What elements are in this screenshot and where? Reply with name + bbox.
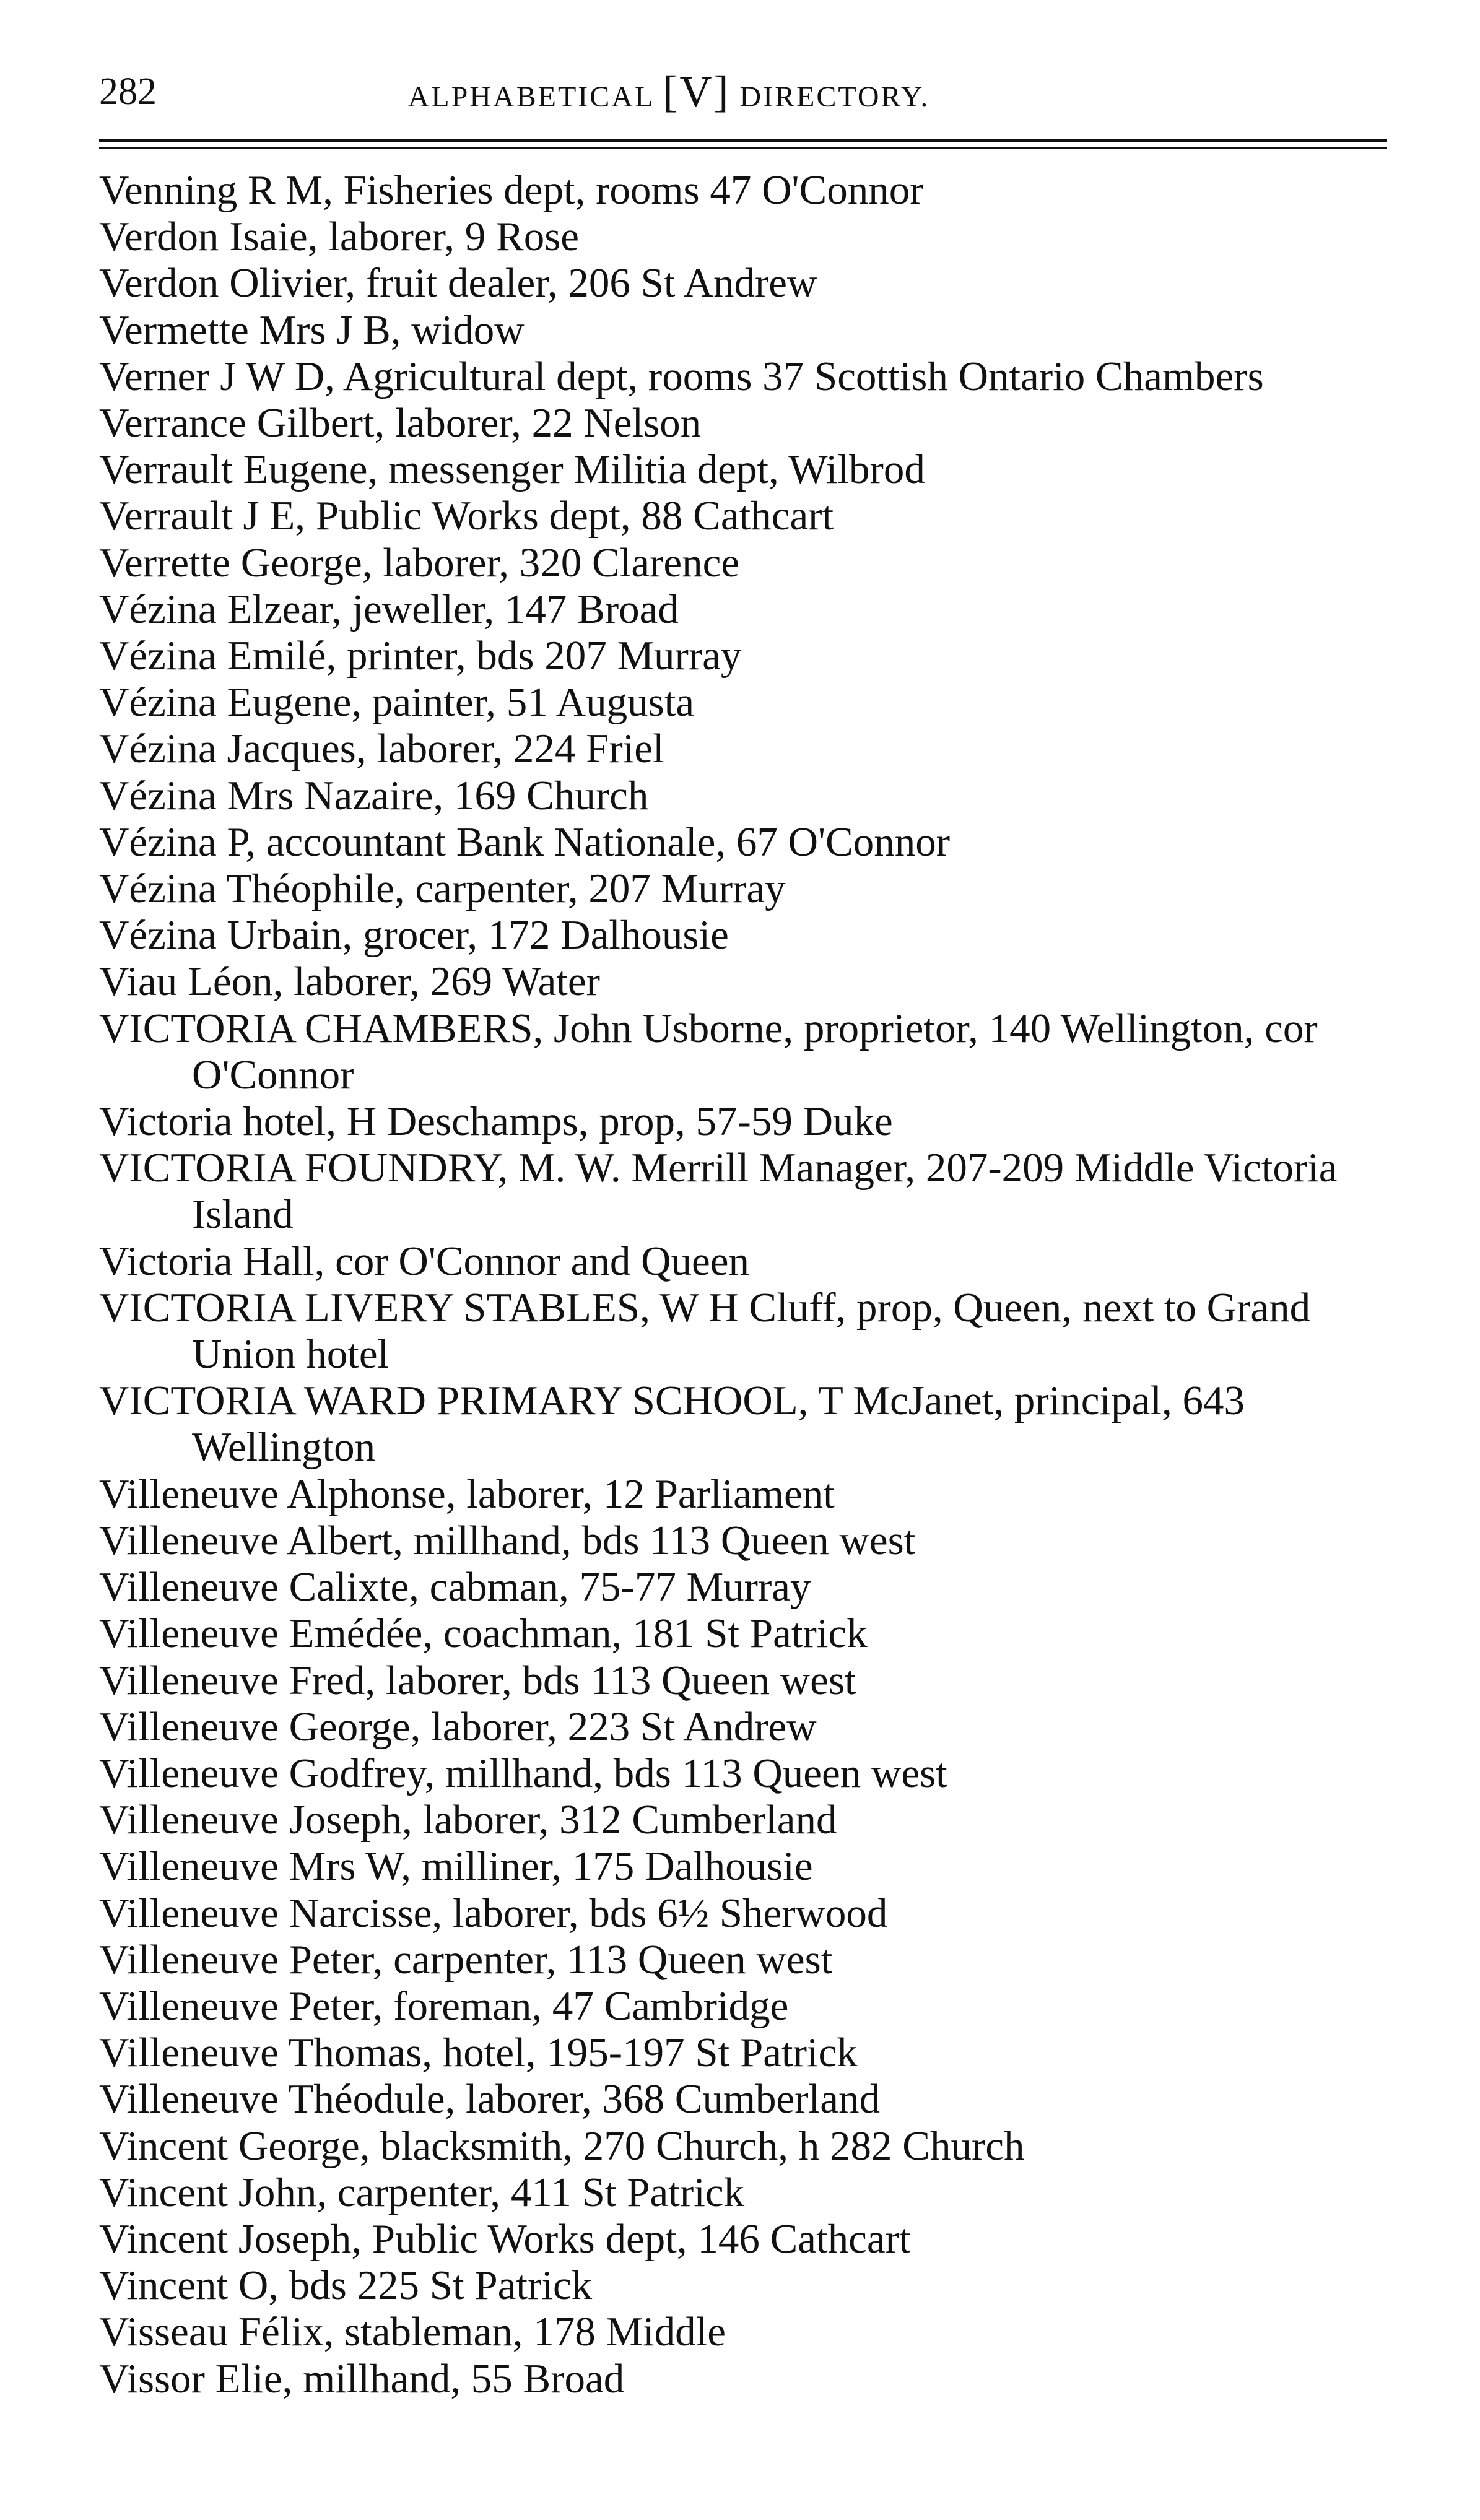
directory-entry: Villeneuve Fred, laborer, bds 113 Queen west: [99, 1657, 856, 1703]
directory-entry: Villeneuve Mrs W, milliner, 175 Dalhousie: [99, 1843, 813, 1890]
directory-entry: Visseau Félix, stableman, 178 Middle: [99, 2309, 726, 2355]
directory-entry: Villeneuve Alphonse, laborer, 12 Parliament: [99, 1471, 835, 1517]
header-rule-thin: [99, 147, 1387, 149]
directory-entry: Vézina Jacques, laborer, 224 Friel: [99, 726, 664, 772]
directory-entry: Viau Léon, laborer, 269 Water: [99, 958, 600, 1005]
directory-entry: Verdon Olivier, fruit dealer, 206 St Andrew: [99, 260, 817, 306]
directory-entry: Villeneuve Théodule, laborer, 368 Cumberland: [99, 2076, 880, 2122]
directory-entry: Villeneuve Joseph, laborer, 312 Cumberland: [99, 1797, 837, 1843]
directory-entry: Vincent O, bds 225 St Patrick: [99, 2262, 593, 2309]
page-header: [99, 67, 1387, 116]
directory-entry: Vincent Joseph, Public Works dept, 146 Cathcart: [99, 2215, 911, 2262]
directory-entry: Verner J W D, Agricultural dept, rooms 37 Scottish Ontario Chambers: [99, 353, 1264, 399]
directory-entry: Vincent John, carpenter, 411 St Patrick: [99, 2169, 745, 2215]
directory-entry: Victoria hotel, H Deschamps, prop, 57-59 Duke: [99, 1098, 893, 1145]
directory-entry: Verrault Eugene, messenger Militia dept, Wilbrod: [99, 446, 925, 493]
directory-entry: Villeneuve Godfrey, millhand, bds 113 Queen west: [99, 1750, 947, 1796]
running-title-letter: [V]: [663, 67, 731, 116]
directory-entry: Villeneuve Peter, foreman, 47 Cambridge: [99, 1983, 789, 2029]
running-title: [99, 67, 1387, 122]
running-title-after: DIRECTORY.: [739, 80, 930, 113]
header-rule-thick: [99, 139, 1387, 142]
directory-entry: Vézina P, accountant Bank Nationale, 67 O'Connor: [99, 819, 951, 865]
directory-entry: Villeneuve George, laborer, 223 St Andrew: [99, 1703, 817, 1750]
directory-entry: Villeneuve Albert, millhand, bds 113 Queen west: [99, 1517, 916, 1563]
directory-entry: Vézina Eugene, painter, 51 Augusta: [99, 679, 695, 726]
directory-entry: Villeneuve Narcisse, laborer, bds 6½ Sherwood: [99, 1890, 888, 1936]
directory-entry: Vézina Mrs Nazaire, 169 Church: [99, 772, 649, 819]
directory-entry: Vézina Théophile, carpenter, 207 Murray: [99, 866, 786, 912]
running-title-before: ALPHABETICAL: [407, 80, 654, 113]
directory-entry: Venning R M, Fisheries dept, rooms 47 O'Connor: [99, 167, 924, 213]
directory-entry: Vézina Elzear, jeweller, 147 Broad: [99, 586, 679, 632]
directory-entry: VICTORIA CHAMBERS, John Usborne, proprietor, 140 Wellington, cor O'Connor: [99, 1005, 1318, 1098]
directory-entries: [99, 167, 1390, 2483]
directory-entry: VICTORIA WARD PRIMARY SCHOOL, T McJanet, principal, 643 Wellington: [99, 1378, 1245, 1471]
page-number: 282: [99, 71, 157, 113]
directory-entry: Verrance Gilbert, laborer, 22 Nelson: [99, 400, 702, 446]
directory-entry: Villeneuve Calixte, cabman, 75-77 Murray: [99, 1564, 811, 1610]
directory-entry: Vermette Mrs J B, widow: [99, 306, 525, 353]
directory-entry: VICTORIA LIVERY STABLES, W H Cluff, prop, Queen, next to Grand Union hotel: [99, 1284, 1311, 1378]
directory-entry: Villeneuve Emédée, coachman, 181 St Patrick: [99, 1610, 868, 1657]
directory-entry: Villeneuve Peter, carpenter, 113 Queen west: [99, 1936, 833, 1983]
directory-entry: Vissor Elie, millhand, 55 Broad: [99, 2355, 625, 2402]
directory-entry: Villeneuve Thomas, hotel, 195-197 St Patrick: [99, 2030, 858, 2076]
directory-entry: Verrette George, laborer, 320 Clarence: [99, 539, 740, 586]
directory-entry: VICTORIA FOUNDRY, M. W. Merrill Manager, 207-209 Middle Victoria Island: [99, 1145, 1338, 1238]
directory-entry: Vincent George, blacksmith, 270 Church, h 282 Church: [99, 2122, 1025, 2169]
directory-entry: Victoria Hall, cor O'Connor and Queen: [99, 1238, 749, 1284]
directory-entry: Verdon Isaie, laborer, 9 Rose: [99, 214, 580, 260]
directory-entry: Vézina Emilé, printer, bds 207 Murray: [99, 633, 742, 679]
directory-entry: Verrault J E, Public Works dept, 88 Cathcart: [99, 493, 834, 539]
directory-entry: Vézina Urbain, grocer, 172 Dalhousie: [99, 912, 729, 958]
